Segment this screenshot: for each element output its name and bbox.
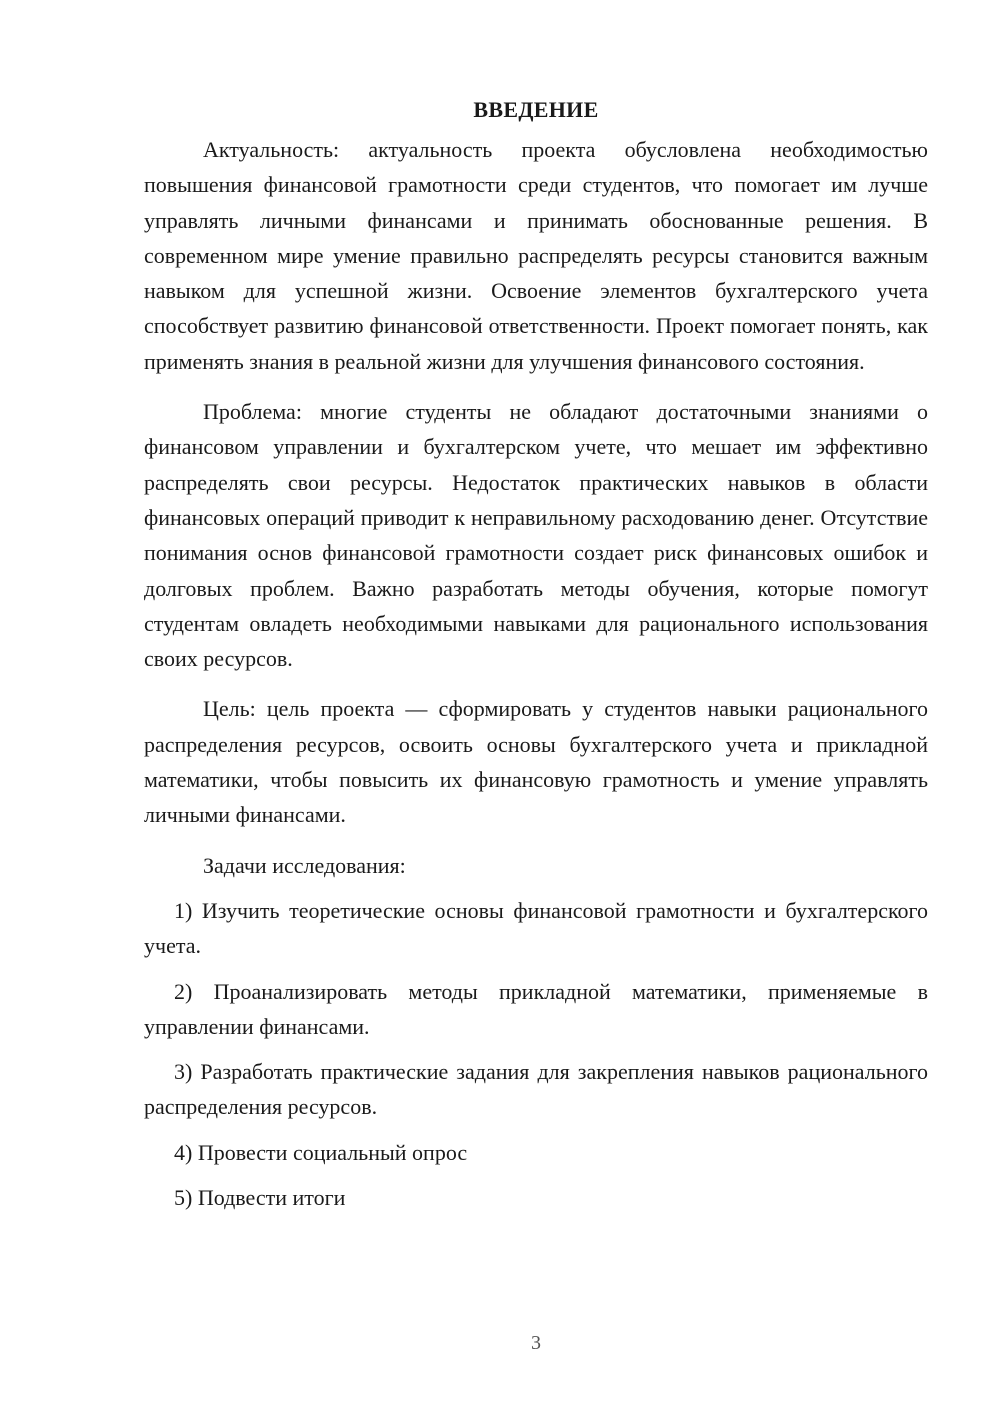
page-content — [144, 92, 928, 1225]
tasks-list — [144, 893, 928, 1215]
task-item: 1) Изучить теоретические основы финансовой грамотности и бухгалтерского учета. — [144, 897, 928, 959]
paragraph-relevance: Актуальность: актуальность проекта обусловлена необходимостью повышения финансовой грамотности среди студентов, что помогает им лучше управлять личными финансами и принимать обоснованные решения. В современном мире умение правильно распределять ресурсы становится важным навыком для успешной жизни. Освоение элементов бухгалтерского учета способствует развитию финансовой ответственности. Проект помогает понять, как применять знания в реальной жизни для улучшения финансового состояния. — [144, 137, 928, 374]
page-number: 3 — [531, 1332, 541, 1354]
paragraph-goal: Цель: цель проекта — сформировать у студентов навыки рационального распределения ресурсов, освоить основы бухгалтерского учета и прикладной математики, чтобы повысить их финансовую грамотность и умение управлять личными финансами. — [144, 696, 928, 828]
paragraph-problem: Проблема: многие студенты не обладают достаточными знаниями о финансовом управлении и бухгалтерском учете, что мешает им эффективно распределять свои ресурсы. Недостаток практических навыков в области финансовых операций приводит к неправильному расходованию денег. Отсутствие понимания основ финансовой грамотности создает риск финансовых ошибок и долговых проблем. Важно разработать методы обучения, которые помогут студентам овладеть необходимыми навыками для рационального использования своих ресурсов. — [144, 399, 928, 672]
task-item: 4) Провести социальный опрос — [174, 1139, 468, 1165]
task-item: 5) Подвести итоги — [174, 1185, 346, 1211]
task-item: 3) Разработать практические задания для закрепления навыков рационального распределения ресурсов. — [144, 1059, 928, 1120]
task-item: 2) Проанализировать методы прикладной математики, применяемые в управлении финансами. — [144, 978, 928, 1039]
section-title: ВВЕДЕНИЕ — [473, 97, 599, 122]
tasks-heading: Задачи исследования: — [203, 852, 406, 878]
